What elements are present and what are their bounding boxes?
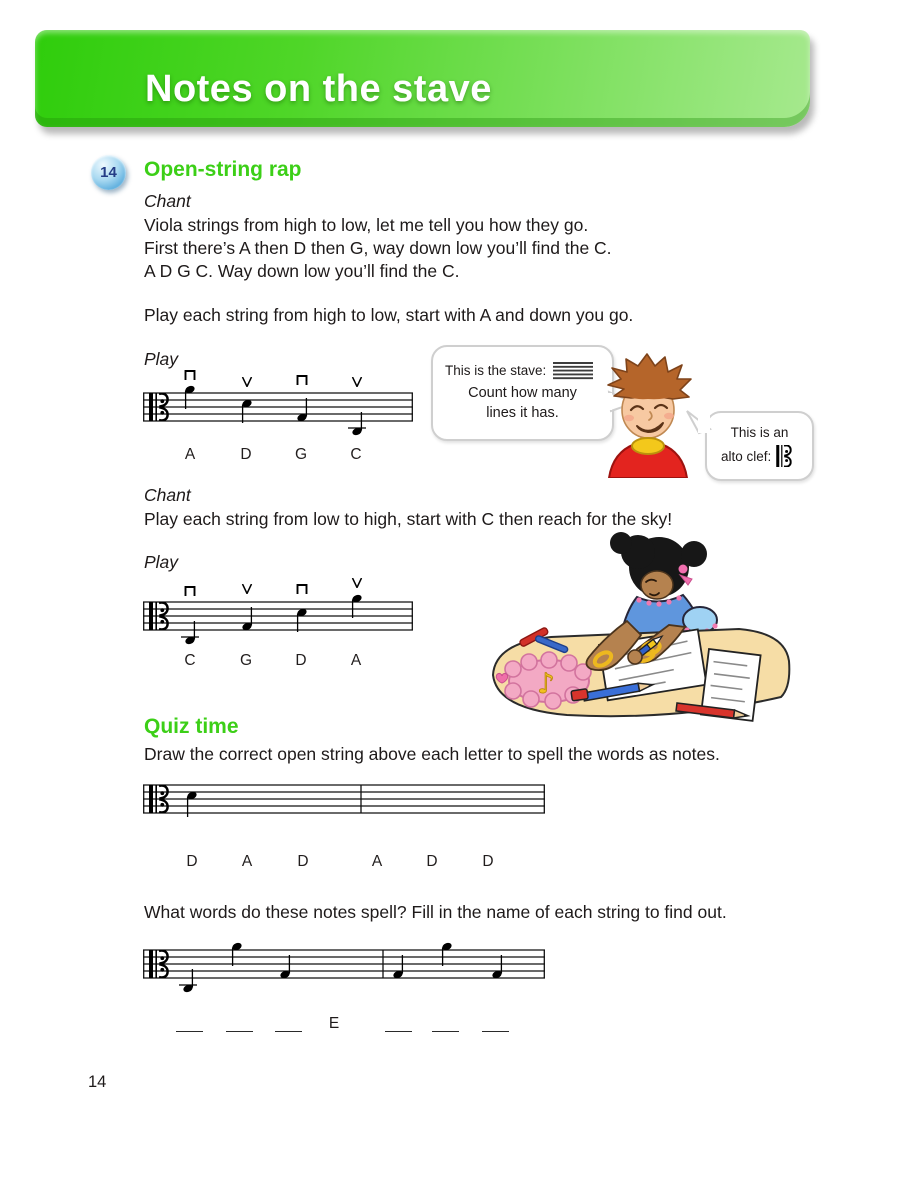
quiz-letter: D bbox=[482, 853, 494, 870]
track-number: 14 bbox=[100, 164, 117, 181]
clef-speech-bubble bbox=[705, 411, 814, 481]
up-bow-icon bbox=[353, 578, 362, 588]
note-letter: D bbox=[240, 446, 252, 463]
quiz-instruction: What words do these notes spell? Fill in the name of each string to find out. bbox=[144, 902, 727, 922]
quiz-instruction: Draw the correct open string above each letter to spell the words as notes. bbox=[144, 744, 720, 764]
quiz-stave-1 bbox=[143, 757, 545, 819]
note-letter: G bbox=[239, 652, 253, 669]
track-number-badge bbox=[91, 155, 126, 190]
alto-clef-icon bbox=[776, 445, 792, 467]
girl-illustration bbox=[487, 527, 797, 723]
chant-lines bbox=[144, 214, 612, 283]
clef-bubble-text: alto clef: bbox=[721, 448, 772, 464]
down-bow-icon bbox=[186, 371, 195, 380]
note-letter: G bbox=[294, 446, 308, 463]
quiz-letter: D bbox=[186, 853, 198, 870]
chant-line: Viola strings from high to low, let me tell you how they go. bbox=[144, 215, 589, 235]
chant-label: Chant bbox=[144, 485, 191, 505]
chapter-banner bbox=[35, 30, 810, 127]
up-bow-icon bbox=[243, 584, 252, 594]
down-bow-icon bbox=[186, 587, 195, 596]
note-letter: C bbox=[184, 652, 196, 669]
note-letter: C bbox=[350, 446, 362, 463]
stave-icon bbox=[552, 361, 594, 380]
up-bow-icon bbox=[353, 377, 362, 387]
section-heading: Open-string rap bbox=[144, 158, 302, 181]
chant-line: First there’s A then D then G, way down low you’ll find the C. bbox=[144, 238, 612, 258]
up-bow-icon bbox=[243, 377, 252, 387]
stave-bubble-text: This is the stave: bbox=[445, 363, 547, 378]
quiz-letter: D bbox=[426, 853, 438, 870]
chant-line: A D G C. Way down low you’ll find the C. bbox=[144, 261, 460, 281]
page-number: 14 bbox=[88, 1073, 107, 1091]
chapter-title: Notes on the stave bbox=[145, 68, 492, 110]
note-letter: D bbox=[295, 652, 307, 669]
stave-cgda bbox=[143, 574, 413, 652]
answer-blank bbox=[385, 1014, 412, 1032]
stave-bubble-text: lines it has. bbox=[486, 405, 559, 421]
quiz-letter: A bbox=[241, 853, 253, 870]
bubble-tail bbox=[685, 409, 711, 435]
stave-bubble-text: Count how many bbox=[468, 385, 577, 401]
music-note-icon: ♪ bbox=[537, 667, 555, 700]
quiz-heading: Quiz time bbox=[144, 715, 239, 738]
clef-bubble-text: This is an bbox=[730, 425, 789, 440]
chant-line: Play each string from low to high, start with C then reach for the sky! bbox=[144, 509, 673, 529]
answer-blank bbox=[482, 1014, 509, 1032]
stave-adgc bbox=[143, 365, 413, 443]
answer-letter: E bbox=[328, 1015, 340, 1032]
answer-blank bbox=[275, 1014, 302, 1032]
down-bow-icon bbox=[298, 376, 307, 385]
note-letter: A bbox=[350, 652, 362, 669]
play-label: Play bbox=[144, 349, 179, 369]
note-letter: A bbox=[184, 446, 196, 463]
chant-label: Chant bbox=[144, 191, 191, 211]
play-label: Play bbox=[144, 552, 179, 572]
quiz-letter: A bbox=[371, 853, 383, 870]
eraser bbox=[571, 689, 588, 701]
stave-speech-bubble bbox=[431, 345, 614, 441]
down-bow-icon bbox=[298, 585, 307, 594]
quiz-letter: D bbox=[297, 853, 309, 870]
answer-blank bbox=[432, 1014, 459, 1032]
play-instruction: Play each string from high to low, start with A and down you go. bbox=[144, 305, 634, 325]
quiz-stave-2 bbox=[143, 922, 545, 998]
answer-blank bbox=[226, 1014, 253, 1032]
answer-blank bbox=[176, 1014, 203, 1032]
